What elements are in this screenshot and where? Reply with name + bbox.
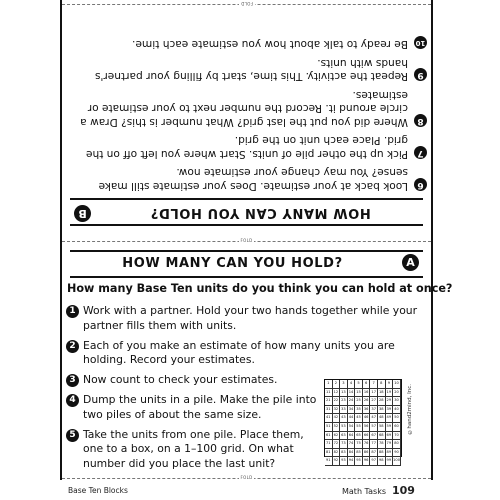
grid-cell: 76: [363, 440, 371, 449]
grid-cell: 17: [370, 389, 378, 398]
grid-cell: 2: [333, 380, 341, 389]
grid-cell: 62: [333, 432, 341, 441]
card-b: [62, 0, 431, 238]
grid-cell: 12: [333, 389, 341, 398]
step-text: Take the units from one pile. Place them, one to a box, on a 1–100 grid. On what number did you place the last unit?: [83, 427, 304, 470]
grid-cell: 65: [355, 432, 363, 441]
grid-cell: 78: [378, 440, 386, 449]
step-number: 3: [66, 374, 79, 387]
grid-cell: 36: [363, 406, 371, 415]
grid-cell: 29: [386, 397, 394, 406]
grid-cell: 71: [325, 440, 333, 449]
grid-cell: 52: [333, 423, 341, 432]
grid-cell: 42: [333, 414, 341, 423]
grid-cell: 50: [393, 414, 401, 423]
hundred-grid: [324, 379, 402, 463]
grid-cell: 92: [333, 457, 341, 466]
grid-cell: 64: [348, 432, 356, 441]
grid-cell: 60: [393, 423, 401, 432]
grid-cell: 99: [386, 457, 394, 466]
grid-cell: 47: [370, 414, 378, 423]
step-9: [67, 56, 427, 83]
grid-cell: 97: [370, 457, 378, 466]
grid-cell: 66: [363, 432, 371, 441]
footer-series: Math Tasks: [342, 487, 386, 496]
step-text: Look back at your estimate. Does your estimate still make sense? You may change your estimate now.: [98, 166, 408, 192]
grid-cell: 23: [340, 397, 348, 406]
grid-cell: 39: [386, 406, 394, 415]
grid-cell: 88: [378, 449, 386, 458]
grid-cell: 59: [386, 423, 394, 432]
grid-cell: 33: [340, 406, 348, 415]
grid-cell: 31: [325, 406, 333, 415]
step-number: 8: [414, 114, 427, 127]
page-number: 109: [392, 484, 415, 497]
grid-cell: 95: [355, 457, 363, 466]
grid-cell: 81: [325, 449, 333, 458]
grid-cell: 1: [325, 380, 333, 389]
grid-cell: 83: [340, 449, 348, 458]
grid-cell: 34: [348, 406, 356, 415]
grid-cell: 5: [355, 380, 363, 389]
grid-cell: 58: [378, 423, 386, 432]
footer-section: [342, 484, 415, 497]
grid-cell: 98: [378, 457, 386, 466]
grid-cell: 30: [393, 397, 401, 406]
step-number: 1: [66, 305, 79, 318]
grid-cell: 77: [370, 440, 378, 449]
grid-cell: 27: [370, 397, 378, 406]
grid-cell: 93: [340, 457, 348, 466]
card-b-steps: [67, 32, 427, 192]
grid-cell: 38: [378, 406, 386, 415]
activity-card: [60, 0, 453, 480]
grid-cell: 28: [378, 397, 386, 406]
step-text: Work with a partner. Hold your two hands together while your partner fills them with units.: [83, 304, 418, 332]
step-5: [66, 428, 323, 472]
grid-cell: 46: [363, 414, 371, 423]
fold-label-middle: FOLD: [240, 238, 253, 243]
grid-cell: 54: [348, 423, 356, 432]
step-2: [66, 339, 426, 368]
grid-cell: 86: [363, 449, 371, 458]
grid-cell: 75: [355, 440, 363, 449]
card-b-header: [70, 198, 423, 226]
grid-cell: 61: [325, 432, 333, 441]
grid-cell: 43: [340, 414, 348, 423]
step-text: Where did you put the last grid? What number is this? Draw a circle around it. Record the number next to your estimate or estimates.: [80, 89, 408, 128]
step-text: Repeat the activity. This time, start by filling your partner's hands with units.: [94, 57, 408, 83]
grid-cell: 90: [393, 449, 401, 458]
grid-cell: 84: [348, 449, 356, 458]
step-number: 6: [414, 178, 427, 191]
grid-cell: 24: [348, 397, 356, 406]
step-text: Pick up the other pile of units. Start where you left off on the grid. Place each unit on the grid.: [85, 134, 408, 160]
step-number: 4: [66, 394, 79, 407]
copyright-text: ©hand2mind, Inc.: [407, 384, 413, 435]
footer-book-title: Base Ten Blocks: [68, 486, 128, 495]
card-b-badge: B: [74, 205, 91, 222]
step-4: [66, 393, 323, 422]
step-7: [67, 133, 427, 160]
step-1: [66, 304, 426, 333]
grid-cell: 72: [333, 440, 341, 449]
grid-cell: 100: [393, 457, 401, 466]
step-number: 10: [414, 37, 427, 50]
step-text: Dump the units in a pile. Make the pile into two piles of about the same size.: [83, 393, 317, 421]
grid-cell: 94: [348, 457, 356, 466]
grid-cell: 80: [393, 440, 401, 449]
grid-cell: 87: [370, 449, 378, 458]
grid-cell: 26: [363, 397, 371, 406]
grid-cell: 89: [386, 449, 394, 458]
grid-cell: 16: [363, 389, 371, 398]
card-a-question: How many Base Ten units do you think you can hold at once?: [67, 282, 453, 295]
grid-cell: 79: [386, 440, 394, 449]
grid-cell: 14: [348, 389, 356, 398]
grid-cell: 53: [340, 423, 348, 432]
card-a-badge: A: [402, 254, 419, 271]
grid-cell: 51: [325, 423, 333, 432]
grid-cell: 19: [386, 389, 394, 398]
step-number: 2: [66, 340, 79, 353]
fold-label-bottom: FOLD: [240, 475, 253, 480]
grid-cell: 91: [325, 457, 333, 466]
grid-cell: 57: [370, 423, 378, 432]
grid-cell: 67: [370, 432, 378, 441]
grid-cell: 44: [348, 414, 356, 423]
card-b-title: HOW MANY CAN YOU HOLD?: [150, 205, 371, 220]
grid-cell: 85: [355, 449, 363, 458]
grid-cell: 70: [393, 432, 401, 441]
grid-cell: 15: [355, 389, 363, 398]
grid-cell: 8: [378, 380, 386, 389]
grid-cell: 74: [348, 440, 356, 449]
grid-cell: 35: [355, 406, 363, 415]
card-a-header: [70, 250, 423, 278]
grid-cell: 20: [393, 389, 401, 398]
grid-cell: 37: [370, 406, 378, 415]
grid-cell: 18: [378, 389, 386, 398]
grid-cell: 68: [378, 432, 386, 441]
grid-cell: 45: [355, 414, 363, 423]
card-a: [62, 244, 453, 480]
grid-cell: 11: [325, 389, 333, 398]
step-number: 7: [414, 146, 427, 159]
grid-cell: 4: [348, 380, 356, 389]
grid-cell: 32: [333, 406, 341, 415]
grid-cell: 22: [333, 397, 341, 406]
grid-cell: 40: [393, 406, 401, 415]
grid-cell: 48: [378, 414, 386, 423]
grid-cell: 13: [340, 389, 348, 398]
grid-cell: 73: [340, 440, 348, 449]
step-text: Be ready to talk about how you estimate each time.: [132, 38, 408, 51]
grid-cell: 82: [333, 449, 341, 458]
grid-cell: 41: [325, 414, 333, 423]
grid-cell: 96: [363, 457, 371, 466]
step-text: Each of you make an estimate of how many units you are holding. Record your estimates.: [83, 338, 395, 366]
grid-cell: 9: [386, 380, 394, 389]
grid-cell: 21: [325, 397, 333, 406]
grid-cell: 3: [340, 380, 348, 389]
grid-cell: 49: [386, 414, 394, 423]
step-text: Now count to check your estimates.: [83, 373, 278, 386]
step-number: 5: [66, 429, 79, 442]
grid-cell: 63: [340, 432, 348, 441]
step-8: [67, 88, 427, 129]
grid-cell: 55: [355, 423, 363, 432]
grid-cell: 69: [386, 432, 394, 441]
fold-label-top: FOLD: [240, 1, 253, 6]
step-10: [67, 37, 427, 51]
grid-cell: 7: [370, 380, 378, 389]
step-6: [67, 165, 427, 192]
grid-cell: 10: [393, 380, 401, 389]
step-number: 9: [414, 69, 427, 82]
grid-cell: 25: [355, 397, 363, 406]
grid-cell: 6: [363, 380, 371, 389]
card-a-title: HOW MANY CAN YOU HOLD?: [122, 256, 343, 271]
grid-cell: 56: [363, 423, 371, 432]
